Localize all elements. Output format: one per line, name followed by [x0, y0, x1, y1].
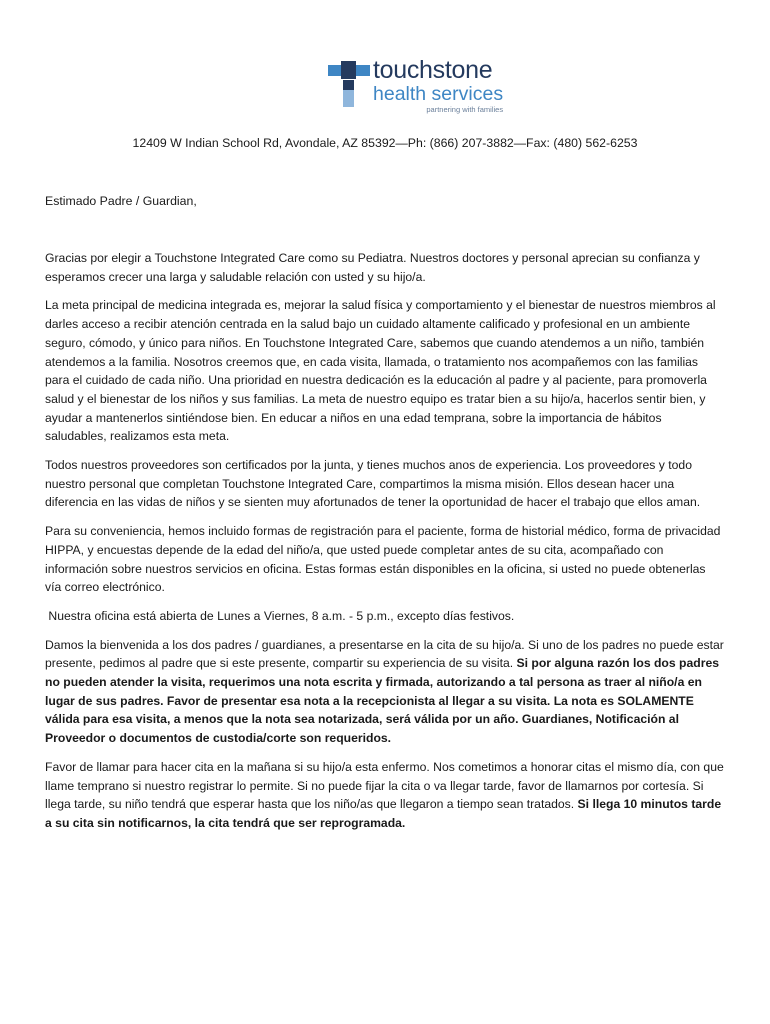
- paragraph-7-bold: Si llega 10 minutos tarde a su cita sin notificarnos, la cita tendrá que ser reprogramada.: [45, 797, 722, 830]
- paragraph-1: Gracias por elegir a Touchstone Integrated Care como su Pediatra. Nuestros doctores y personal aprecian su confianza y esperamos crecer una larga y saludable relación con usted y su hijo/a.: [45, 251, 700, 284]
- paragraph-5: Nuestra oficina está abierta de Lunes a Viernes, 8 a.m. - 5 p.m., excepto días festivos.: [45, 608, 515, 623]
- paragraph-7-text: Favor de llamar para hacer cita en la mañana si su hijo/a esta enfermo. Nos cometimos a honorar citas el mismo día, con que llame temprano si nuestro registrar lo permite. Si no puede fijar la cita o va llegar tarde, favor de llamarnos por cortesía. Si llega tarde, su niño tendrá que esperar hasta que los niño/as que llegaron a tiempo sean tratados.: [45, 759, 724, 812]
- logo-wordmark: [373, 56, 503, 114]
- paragraph-3: Todos nuestros proveedores son certificados por la junta, y tienes muchos anos de experiencia. Los proveedores y todo nuestro personal que completan Touchstone Integrated Care, compartimos la misma misión. Ellos desean hacer una diferencia en las vidas de niños y se sienten muy afortunados de tener la oportunidad de hacer el trabajo que ellos aman.: [45, 458, 701, 510]
- paragraph-6-text: Damos la bienvenida a los dos padres / guardianes, a presentarse en la cita de su hijo/a. Si uno de los padres no puede estar presente, pedimos al padre que si este presente, compartir su experiencia de su visita.: [45, 637, 724, 671]
- logo-name: touchstone: [373, 56, 493, 84]
- salutation: Estimado Padre / Guardian,: [45, 194, 197, 208]
- paragraph-2: La meta principal de medicina integrada es, mejorar la salud física y comportamiento y el bienestar de nuestros miembros al darles acceso a recibir atención centrada en la salud bajo un cuidado altamente calificado y profesional en un ambiente seguro, cómodo, y único para niños. En Touchstone Integrated Care, sabemos que cuando atendemos a un niño, también atendemos a la familia. Nosotros creemos que, en cada visita, llamada, o tratamiento nos acompañemos con las familias para el cuidado de cada niño. Una prioridad en nuestra dedicación es la educación al padre y al paciente, para promoverla salud y el bienestar de los niños y sus familias. La meta de nuestro equipo es tratar bien a su hijo/a, hacerlos sentir bien, y ayudar a mantenerlos sintiéndose bien. En educar a niños en una edad temprana, sobre la importancia de hábitos saludables, realizamos esta meta.: [45, 298, 716, 444]
- address-line: 12409 W Indian School Rd, Avondale, AZ 85392—Ph: (866) 207-3882—Fax: (480) 562-6253: [132, 136, 638, 150]
- letter-body: [45, 249, 725, 833]
- letterhead: [45, 0, 725, 124]
- paragraph-4: Para su conveniencia, hemos incluido formas de registración para el paciente, forma de historial médico, forma de privacidad HIPPA, y encuestas depende de la edad del niño/a, que usted puede completar antes de su cita, acompañado con información sobre nuestros servicios en oficina. Estas formas están disponibles en la oficina, si usted no puede obtenerlas vía correo electrónico.: [45, 524, 721, 595]
- paragraph-6: [45, 636, 725, 748]
- paragraph-7: [45, 758, 725, 833]
- logo-subtitle: health services: [373, 83, 504, 105]
- touchstone-logo-icon: [328, 61, 370, 107]
- paragraph-6-bold: Si por alguna razón los dos padres no pueden atender la visita, requerimos una nota escrita y firmada, autorizando a tal persona as traer al niño/a en lugar de sus padres. Favor de presentar esa nota a la recepcionista al llegar a su visita. La nota es SOLAMENTE válida para esa visita, a menos que la nota sea notarizada, será válida por un año. Guardianes, Notificación al Proveedor o documentos de custodia/corte son requeridos.: [45, 656, 720, 746]
- logo-tagline: partnering with families: [426, 105, 504, 114]
